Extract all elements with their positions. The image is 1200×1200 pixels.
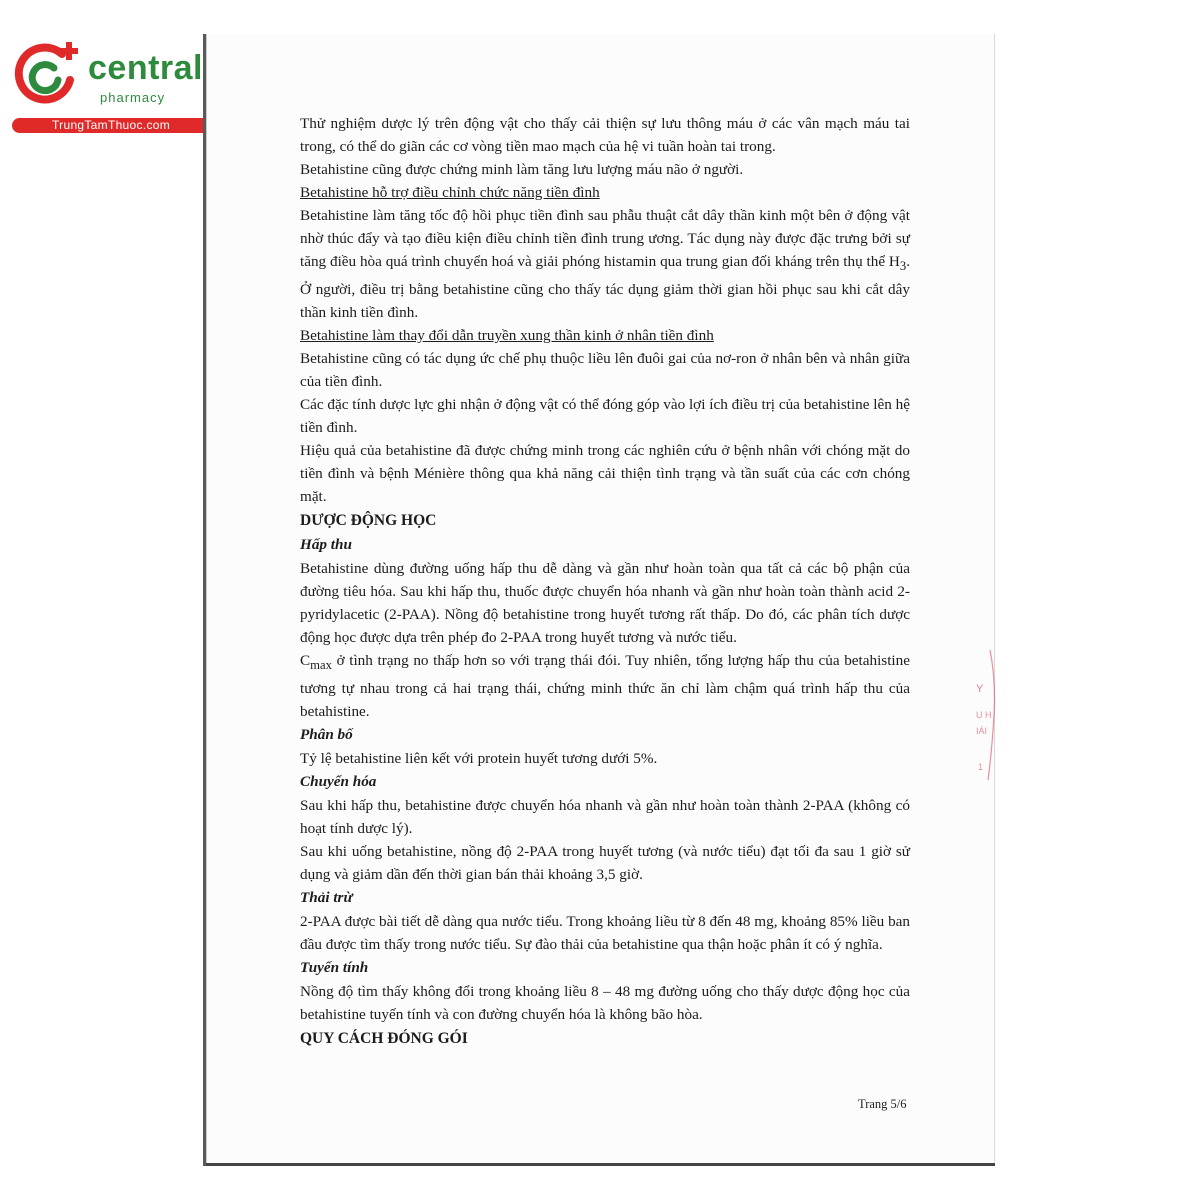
subscript-max: max	[310, 658, 332, 673]
heading-pharmacokinetics: DƯỢC ĐỘNG HỌC	[300, 512, 437, 530]
text-part: . Ở người, điều trị bằng betahistine cũng cho thấy tác dụng giảm thời gian hồi phục sau khi cắt dây thần kinh tiền đình.	[300, 253, 910, 322]
paragraph-absorption: Betahistine dùng đường uống hấp thu dễ dàng và gần như hoàn toàn qua tất cả các bộ phận của đường tiêu hóa. Sau khi hấp thu, thuốc được chuyển hóa nhanh và gần như hoàn toàn thành acid 2-pyridylacetic (2-PAA). Nồng độ betahistine trong huyết tương rất thấp. Do đó, các phân tích dược động học được dựa trên phép đo 2-PAA trong huyết tương và nước tiểu.	[300, 560, 910, 647]
document-body	[300, 112, 910, 1051]
heading-absorption: Hấp thu	[300, 536, 352, 554]
paragraph-metabolism: Sau khi hấp thu, betahistine được chuyển hóa nhanh và gần như hoàn toàn thành 2-PAA (không có hoạt tính dược lý).	[300, 797, 910, 838]
paragraph-distribution: Tỷ lệ betahistine liên kết với protein huyết tương dưới 5%.	[300, 750, 658, 768]
svg-text:U H: U H	[976, 710, 992, 720]
heading-metabolism: Chuyển hóa	[300, 773, 377, 791]
heading-linearity: Tuyến tính	[300, 959, 369, 977]
page-right-edge	[994, 34, 995, 1166]
pharmacy-cross-logo-icon	[10, 40, 84, 114]
logo-brand-text: central	[88, 49, 203, 87]
text-part: C	[300, 652, 311, 670]
paragraph-pharmacodynamics: Các đặc tính dược lực ghi nhận ở động vật có thể đóng góp vào lợi ích điều trị của betahistine lên hệ tiền đình.	[300, 396, 910, 437]
heading-packaging: QUY CÁCH ĐÓNG GÓI	[300, 1030, 468, 1048]
subscript-h3: 3	[899, 259, 907, 274]
page-bottom-edge	[206, 1163, 995, 1166]
paragraph-efficacy: Hiệu quả của betahistine đã được chứng minh trong các nghiên cứu ở bệnh nhân với chóng mặt do tiền đình và bệnh Ménière thông qua khả năng cải thiện tình trạng và tần suất của các cơn chóng mặt.	[300, 442, 910, 506]
paragraph-cmax	[300, 649, 910, 723]
paragraph-linearity: Nồng độ tìm thấy không đổi trong khoảng liều 8 – 48 mg đường uống cho thấy dược động học của betahistine tuyến tính và con đường chuyển hóa là không bão hòa.	[300, 983, 910, 1024]
page-number: Trang 5/6	[858, 1097, 907, 1111]
red-stamp-fragment	[968, 640, 998, 790]
paragraph-half-life: Sau khi uống betahistine, nồng độ 2-PAA trong huyết tương (và nước tiểu) đạt tối đa sau 1 giờ sử dụng và giảm dần đến thời gian bán thải khoảng 3,5 giờ.	[300, 843, 910, 884]
paragraph-dose-inhibition: Betahistine cũng có tác dụng ức chế phụ thuộc liều lên đuôi gai của nơ-ron ở nhân bên và nhân giữa của tiền đình.	[300, 350, 910, 391]
heading-distribution: Phân bố	[300, 726, 353, 744]
text-part: ở tình trạng no thấp hơn so với trạng thái đói. Tuy nhiên, tổng lượng hấp thu của betahistine tương tự nhau trong cả hai trạng thái, chứng minh thức ăn chỉ làm chậm quá trình hấp thu của betahistine.	[300, 652, 910, 721]
paragraph-elimination: 2-PAA được bài tiết dễ dàng qua nước tiểu. Trong khoảng liều từ 8 đến 48 mg, khoảng 85% liều ban đầu được tìm thấy trong nước tiểu. Sự đào thải của betahistine qua thận hoặc phân ít có ý nghĩa.	[300, 913, 910, 954]
paragraph-inner-ear: Thử nghiệm dược lý trên động vật cho thấy cải thiện sự lưu thông máu ở các vân mạch máu tai trong, có thể do giãn các cơ vòng tiền mao mạch của hệ vi tuần hoàn tai trong.	[300, 115, 910, 155]
heading-vestibular-compensation: Betahistine hỗ trợ điều chỉnh chức năng tiền đình	[300, 184, 600, 201]
svg-text:Y: Y	[976, 683, 984, 695]
svg-text:IÁI: IÁI	[976, 726, 988, 736]
svg-text:1: 1	[978, 762, 984, 772]
heading-elimination: Thải trừ	[300, 889, 353, 907]
text-part: Betahistine làm tăng tốc độ hồi phục tiền đình sau phẫu thuật cắt dây thần kinh một bên ở động vật nhờ thúc đẩy và tạo điều kiện điều chỉnh tiền đình trung ương. Tác dụng này được đặc trưng bởi sự tăng điều hòa quá trình chuyển hoá và giải phóng histamin qua trung gian đối kháng trên thụ thể H	[300, 207, 910, 270]
paragraph-cerebral-flow: Betahistine cũng được chứng minh làm tăng lưu lượng máu não ở người.	[300, 161, 744, 178]
logo-site-badge: TrungTamThuoc.com	[12, 118, 210, 133]
logo-sub-text: pharmacy	[100, 90, 166, 105]
paragraph-vestibular-recovery	[300, 204, 910, 324]
central-pharmacy-logo[interactable]	[10, 38, 210, 136]
heading-neuro-transmission: Betahistine làm thay đổi dẫn truyền xung thần kinh ở nhân tiền đình	[300, 327, 714, 345]
